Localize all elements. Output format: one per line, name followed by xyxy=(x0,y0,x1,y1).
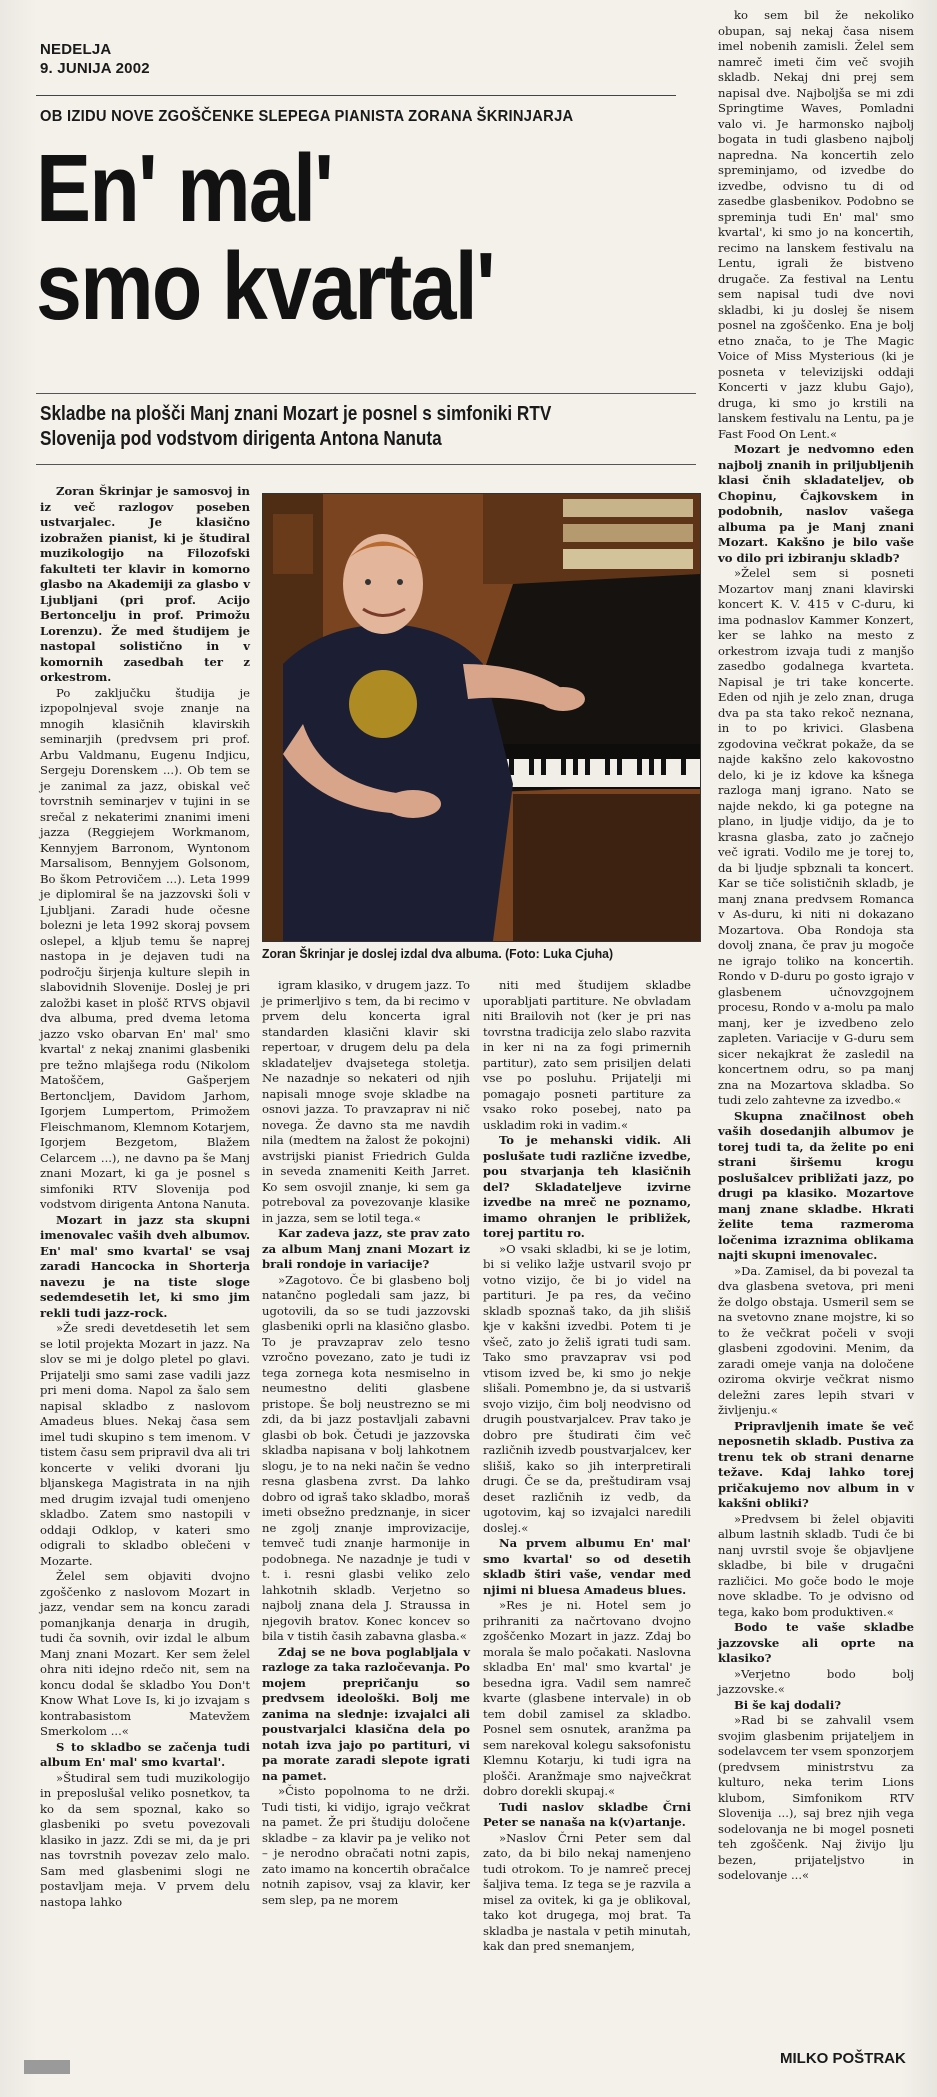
photo-illustration xyxy=(263,494,700,941)
article-paragraph: Želel sem objaviti dvojno zgoščenko z naslovom Mozart in jazz, vendar sem na koncu zaradi pomanjkanja denarja in drugih, tudi ča sovnih, ovir izdal le album Manj znani Mozart. Ker sem želel ohra niti idejno rdečo nit, sem na koncu dodal še skladbo You Don't Know What Love Is, ki jo izvajam s kontrabasistom Matevžem Smerkolom ...« xyxy=(40,1569,250,1738)
interview-question: Na prvem albumu En' mal' smo kvartal' so od desetih skladb štiri vaše, vendar med njimi ni bluesa Amadeus blues. xyxy=(483,1536,691,1597)
divider xyxy=(36,464,696,465)
interview-question: Zdaj se ne bova poglabljala v razloge za taka razločevanja. Po mojem prepričanju so predvsem ideološki. Bolj me zanima na slednje: izvajalci ali poustvarjalci klasična dela po notah izva jajo po partituri, vi pa morate zaradi slepote igrati na pamet. xyxy=(262,1644,470,1783)
divider xyxy=(36,95,676,96)
article-paragraph: igram klasiko, v drugem jazz. To je primerljivo s tem, da bi recimo v prvem delu koncerta igral standarden klasični klavir ski repertoar, v drugem delu pa dela skladateljev dvajsetega stoletja. Ne nazadnje so nekateri od njih napisali mnoge svoje skladbe na osnovi jazza. To pravzaprav ni nič novega. Že davno sta me navdih nila (medtem na žalost že pokojni) avstrijski pianist Friedrich Gulda in seveda znameniti Keith Jarret. Ko sem osvojil znanje, ki sem ga potreboval za povezovanje klasike in jazza, sem se lotil tega.« xyxy=(262,978,470,1225)
article-column-1 xyxy=(40,484,250,1910)
article-paragraph: »Rad bi se zahvalil vsem svojim glasbenim prijateljem in sodelavcem ter vsem sponzorjem (predvsem ministrstvu za kulturo, neka terim Lions klubom, Simfonikom RTV Slovenija ...), saj brez njih vega sodelovanja ne bi mogel posneti teh zgoščenk. Naj živijo lju bezen, prijateljstvo in sodelovanje ...« xyxy=(718,1713,914,1882)
interview-question: Zoran Škrinjar je samosvoj in iz več razlogov poseben ustvarjalec. Je klasično izobražen pianist, ki je študiral muzikologijo na Filozofski fakulteti ter klavir in komorno glasbo na Akademiji za glasbo v Ljubljani (pri prof. Acijo Bertoncelju in prof. Primožu Lorenzu). Že med študijem je nastopal solistično in v komornih zasedbah ter z orkestrom. xyxy=(40,484,250,684)
article-paragraph: ko sem bil že nekoliko obupan, saj nekaj časa nisem imel nobenih zamisli. Želel sem namreč imeti čim več svojih skladb. Nekaj dni prej sem napisal dve. Najboljša se mi zdi Springtime Waves, Pomladni valo vi. Je harmonsko najbolj bogata in tudi glasbeno najbolj napredna. Na koncertih zelo spreminjamo, od izvedbe do izvedbe, odvisno tu di od zasedbe glasbenikov. Podobno se spreminja tudi En' mal' smo kvartal', ki smo jo na koncertih, recimo na lanskem festivalu na Lentu, igrali že bistveno drugače. Za festival na Lentu sem napisal tudi dve novi skladbi, ki ju doslej še nisem posnel na zgoščenko. Ena je bolj etno znača, to je The Magic Voice of Miss Mysterious (ki je posneta v televizijski oddaji Koncerti v jazz klubu Gajo), druga, ki smo jo krstili na lanskem festivalu na Lentu, pa je Fast Food On Lent.« xyxy=(718,8,914,441)
article-paragraph: Po zaključku študija je izpopolnjeval svoje znanje na mnogih klasičnih klavirskih seminarjih (predvsem pri prof. Arbu Valdmanu, Eugenu Indjicu, Sergeju Dorenskem ...). Ob tem se je zanimal za jazz, obiskal več tovrstnih seminarjev v tujini in se srečal z nekaterimi znanimi imeni jazza (Reggiejem Workmanom, Kennyjem Barronom, Wyntonom Marsalisom, Bennyjem Golsonom, Bo škom Petrovičem ...). Leta 1999 je diplomiral še na jazzovski šoli v Ljubljani. Zaradi hude očesne bolezni je leta 1992 skoraj povsem oslepel, a kljub temu še naprej nastopa in je dejaven tudi na področju širjenja kulture slepih in slabovidnih Slovenije. Doslej je pri založbi kaset in plošč RTVS objavil dva albuma, pred dvema letoma jazzo vsko obarvan En' mal' smo kvartal' z nekaj znanimi glasbeniki pre težno mlajšega rodu (Nikolom Matoščem, Gašperjem Bertoncljem, Davidom Jarhom, Igorjem Lumpertom, Primožem Fleischmanom, Klemnom Kotarjem, Igorjem Bezgetom, Blažem Celarcem ...), ne davno pa še Manj znani Mozart, ki ga je posnel s simfoniki RTV Slovenija pod vodstvom dirigenta Antona Nanuta. xyxy=(40,685,250,1211)
article-paragraph: »Čisto popolnoma to ne drži. Tudi tisti, ki vidijo, igrajo večkrat na pamet. Že pri študiju določene skladbe – za klavir pa je veliko not – je nerodno obračati notni zapis, zato imamo na koncertih obračalce notnih zapisov, vsaj za klavir, ker sem slep, pa ne morem xyxy=(262,1784,470,1907)
photo-pianist xyxy=(262,493,701,942)
article-paragraph: »O vsaki skladbi, ki se je lotim, bi si veliko lažje ustvaril svojo pr votno vizijo, če bi jo videl na partituri. Je pa res, da večino skladb spoznaš tako, da jih slišiš kje v kakšni izvedbi. Potem ti je všeč, zato jo želiš igrati tudi sam. Tako smo pravzaprav vsi pod vtisom izved be, ki smo jo nekje slišali. Pomembno je, da si ustvariš svojo vizijo, čim bolj neodvisno od drugih poustvarjalcev. Prav tako je dobro pre študirati čim več različnih izvedb poustvarjalcev, ker slišiš, kako so jih interpretirali drugi. Če se da, preštudiram vsaj deset različnih iz vedb, da ugotovim, kaj so izvajalci naredili doslej.« xyxy=(483,1241,691,1535)
article-paragraph: »Verjetno bodo bolj jazzovske.« xyxy=(718,1666,914,1696)
subheadline: Skladbe na plošči Manj znani Mozart je posnel s simfoniki RTV Slovenija pod vodstvom dirigenta Antona Nanuta xyxy=(40,403,552,450)
interview-question: Mozart je nedvomno eden najbolj znanih in priljubljenih klasi čnih skladateljev, ob Chopinu, Čajkovskem in podobnih, naslov vašega albuma pa je Manj znani Mozart. Kakšno je bilo vaše vo dilo pri izbiranju skladb? xyxy=(718,442,914,565)
interview-question: S to skladbo se začenja tudi album En' mal' smo kvartal'. xyxy=(40,1739,250,1769)
page-tab-marker xyxy=(24,2060,70,2074)
interview-question: Pripravljenih imate še več neposnetih skladb. Pustiva za trenu tek ob strani denarne težave. Kdaj lahko torej pričakujemo nov album in v kakšni obliki? xyxy=(718,1418,914,1510)
headline-line-2: smo kvartal' xyxy=(36,233,494,340)
article-paragraph: »Želel sem si posneti Mozartov manj znani klavirski koncert K. V. 415 v C-duru, ki ima podnaslov Kammer Konzert, ker se lahko na mesto z orkestrom izvaja tudi z manjšo zasedbo godalnega kvarteta. Napisal je tri take koncerte. Eden od njih je zelo znan, druga dva pa sta tako rekoč neznana, in to po krivici. Glasbena zgodovina večkrat pokaže, da se najde kakšno zelo kakovostno delo, ki je iz kdove ka kšnega razloga manj igrano. Nato se najde nekdo, ki ga potegne na plano, in ljudje vidijo, da je to krasna glasba, zato jo začnejo več igrati. Vodilo me je torej to, da bi ljudje spbznali ta koncert. Kar se tiče solističnih skladb, je manj znana predvsem Romanca v As-duru, ki niti ni dokazano Mozartova. Oba Rondoja sta dovolj znana, če prav ju mogoče ne igrajo toliko na koncertih. Rondo v D-duru po gosto igrajo v glasbenem učnovzgojnem procesu, Rondo v a-molu pa malo manj, ker je izvedbeno zelo zapleten. Variacije v G-duru sem sicer nekajkrat že zasledil na koncertnem odru, so pa manj zna na Mozartova skladba. So tudi zelo zahtevne za izvedbo.« xyxy=(718,566,914,1107)
article-column-2 xyxy=(262,978,470,1908)
article-paragraph: »Predvsem bi želel objaviti album lastnih skladb. Tudi če bi nanj uvrstil svoje še objavljene skladbe, bi bile v drugačni različici. Mo goče bodo le moje nove skladbe. To je odvisno od tega, kako bom produktiven.« xyxy=(718,1511,914,1619)
article-paragraph: »Študiral sem tudi muzikologijo in preposlušal veliko posnetkov, ta ko da sem spoznal, kako so glasbeniki po svetu povezovali klasiko in jazz. Zdi se mi, da je pri nas tovrstnih povezav zelo malo. Sam med glasbenimi slogi ne postavljam meja. V prvem delu nastopa lahko xyxy=(40,1770,250,1909)
headline xyxy=(36,135,604,340)
dateline xyxy=(40,40,150,78)
article-paragraph: »Res je ni. Hotel sem jo prihraniti za načrtovano dvojno zgoščenko Mozart in jazz. Zdaj bo morala še malo počakati. Naslovna skladba En' mal' smo kvartal' je besedna igra. Vadil sem namreč kvarte (glasbene intervale) in ob tem dobil zamisel za skladbo. Posnel sem osnutek, aranžma pa sem narekoval kolegu saksofonistu Klemnu Kotarju, ki tudi igra na plošči. Aranžmaje smo največkrat dobro dorekli skupaj.« xyxy=(483,1598,691,1798)
article-paragraph: »Da. Zamisel, da bi povezal ta dva glasbena svetova, pri meni že dolgo obstaja. Usmeril sem se na svetovno znane mojstre, ki so to že večkrat počeli v svoji glasbeni zgodovini. Menim, da zaradi omeje vanja na določene oziroma okvirje večkrat nismo deležni zares lepih stvari v življenju.« xyxy=(718,1263,914,1417)
article-column-4 xyxy=(718,8,914,1884)
byline: MILKO POŠTRAK xyxy=(780,2050,906,2067)
article-paragraph: niti med študijem skladbe uporabljati partiture. Ne obvladam niti Brailovih not (ker je pri nas tovrstna tradicija zelo slabo razvita in ker ni na za fogi primernih partitur), zato sem prisiljen delati vse po posluhu. Prijatelji mi pomagajo posneti partiture za vsako roko posebej, nato pa uskladim roki in vadim.« xyxy=(483,978,691,1132)
kicker: OB IZIDU NOVE ZGOŠČENKE SLEPEGA PIANISTA ZORANA ŠKRINJARJA xyxy=(40,108,574,125)
divider xyxy=(36,393,696,394)
article-column-3 xyxy=(483,978,691,1955)
interview-question: Bi še kaj dodali? xyxy=(734,1697,842,1712)
interview-question: Kar zadeva jazz, ste prav zato za album Manj znani Mozart iz brali rondoje in variacije? xyxy=(262,1226,470,1271)
date-day: NEDELJA xyxy=(40,41,112,58)
interview-question: Mozart in jazz sta skupni imenovalec vaših dveh albumov. En' mal' smo kvartal' se vsaj zaradi Hancocka in Shorterja navezu je na tiste sloge sedemdesetih let, ki smo jim rekli tudi jazz-rock. xyxy=(40,1212,250,1320)
interview-question: Tudi naslov skladbe Črni Peter se nanaša na k(v)artanje. xyxy=(483,1799,691,1829)
article-paragraph: »Zagotovo. Če bi glasbeno bolj natančno pogledali sam jazz, bi ugotovili, da so se tudi jazzovski glasbeniki oprli na klasično glasbo. To je pravzaprav zelo tesno vzročno povezano, zato je tudi iz tega zornega kota nesmiselno in neumestno deliti glasbene pristope. Še bolj neustrezno se mi zdi, da bi jazz postavljali zabavni glasbi ob bok. Četudi je jazzovska skladba napisana v bolj lahkotnem slogu, je to na neki način še vedno resna glasbena zvrst. Da lahko dobro od igraš tako skladbo, moraš imeti obsežno predznanje, in sicer ne zgolj znanje improvizacije, temveč tudi znanje harmonije in podobnega. Ne nazadnje je tudi v t. i. resni glasbi veliko zelo lahkotnih skladb. Verjetno so najbolj znana dela J. Straussa in njegovih bratov. Konec koncev so bila v tistih časih zabavna glasba.« xyxy=(262,1272,470,1643)
interview-question: To je mehanski vidik. Ali poslušate tudi različne izvedbe, pou stvarjanja teh klasičnih del? Skladateljeve izvirne izvedbe na mreč ne poznamo, imamo ohranjen le približek, torej partitu ro. xyxy=(483,1133,691,1240)
headline-line-1: En' mal' xyxy=(36,135,333,242)
interview-question: Bodo te vaše skladbe jazzovske ali oprte na klasiko? xyxy=(718,1620,914,1665)
photo-caption: Zoran Škrinjar je doslej izdal dva albuma. (Foto: Luka Cjuha) xyxy=(262,946,614,961)
date-full: 9. JUNIJA 2002 xyxy=(40,60,150,77)
article-paragraph: »Že sredi devetdesetih let sem se lotil projekta Mozart in jazz. Na slov se mi je dolgo pletel po glavi. Prijatelji smo sami zase vadili jazz pri meni doma. Napol za šalo sem napisal skladbo z naslovom Amadeus blues. Nekaj časa sem imel tudi skupino s tem imenom. V tistem času sem pripravil dva ali tri koncerte v veliki dvorani lju bljanskega Magistrata in na njih med drugim izvajal tudi omenjeno skladbo. Zatem smo nastopili v oddaji Odklop, v kateri smo odigrali to skladbo oblečeni v Mozarte. xyxy=(40,1321,250,1568)
interview-question: Skupna značilnost obeh vaših dosedanjih albumov je torej tudi ta, da želite po eni strani širšemu krogu poslušalcev približati jazz, po drugi pa klasiko. Mozartove manj znane skladbe. Hkrati želite tema razmeroma ločenima izraznima oblikama najti skupni imenovalec. xyxy=(718,1108,914,1262)
article-paragraph: »Naslov Črni Peter sem dal zato, da bi bilo nekaj namenjeno tudi otrokom. To je namreč precej šaljiva tema. Iz tega se je razvila a misel za ovitek, ki ga je oblikoval, tako kot drugega, moj brat. Ta skladba je nastala v petih minutah, kak dan pred snemanjem, xyxy=(483,1830,691,1953)
